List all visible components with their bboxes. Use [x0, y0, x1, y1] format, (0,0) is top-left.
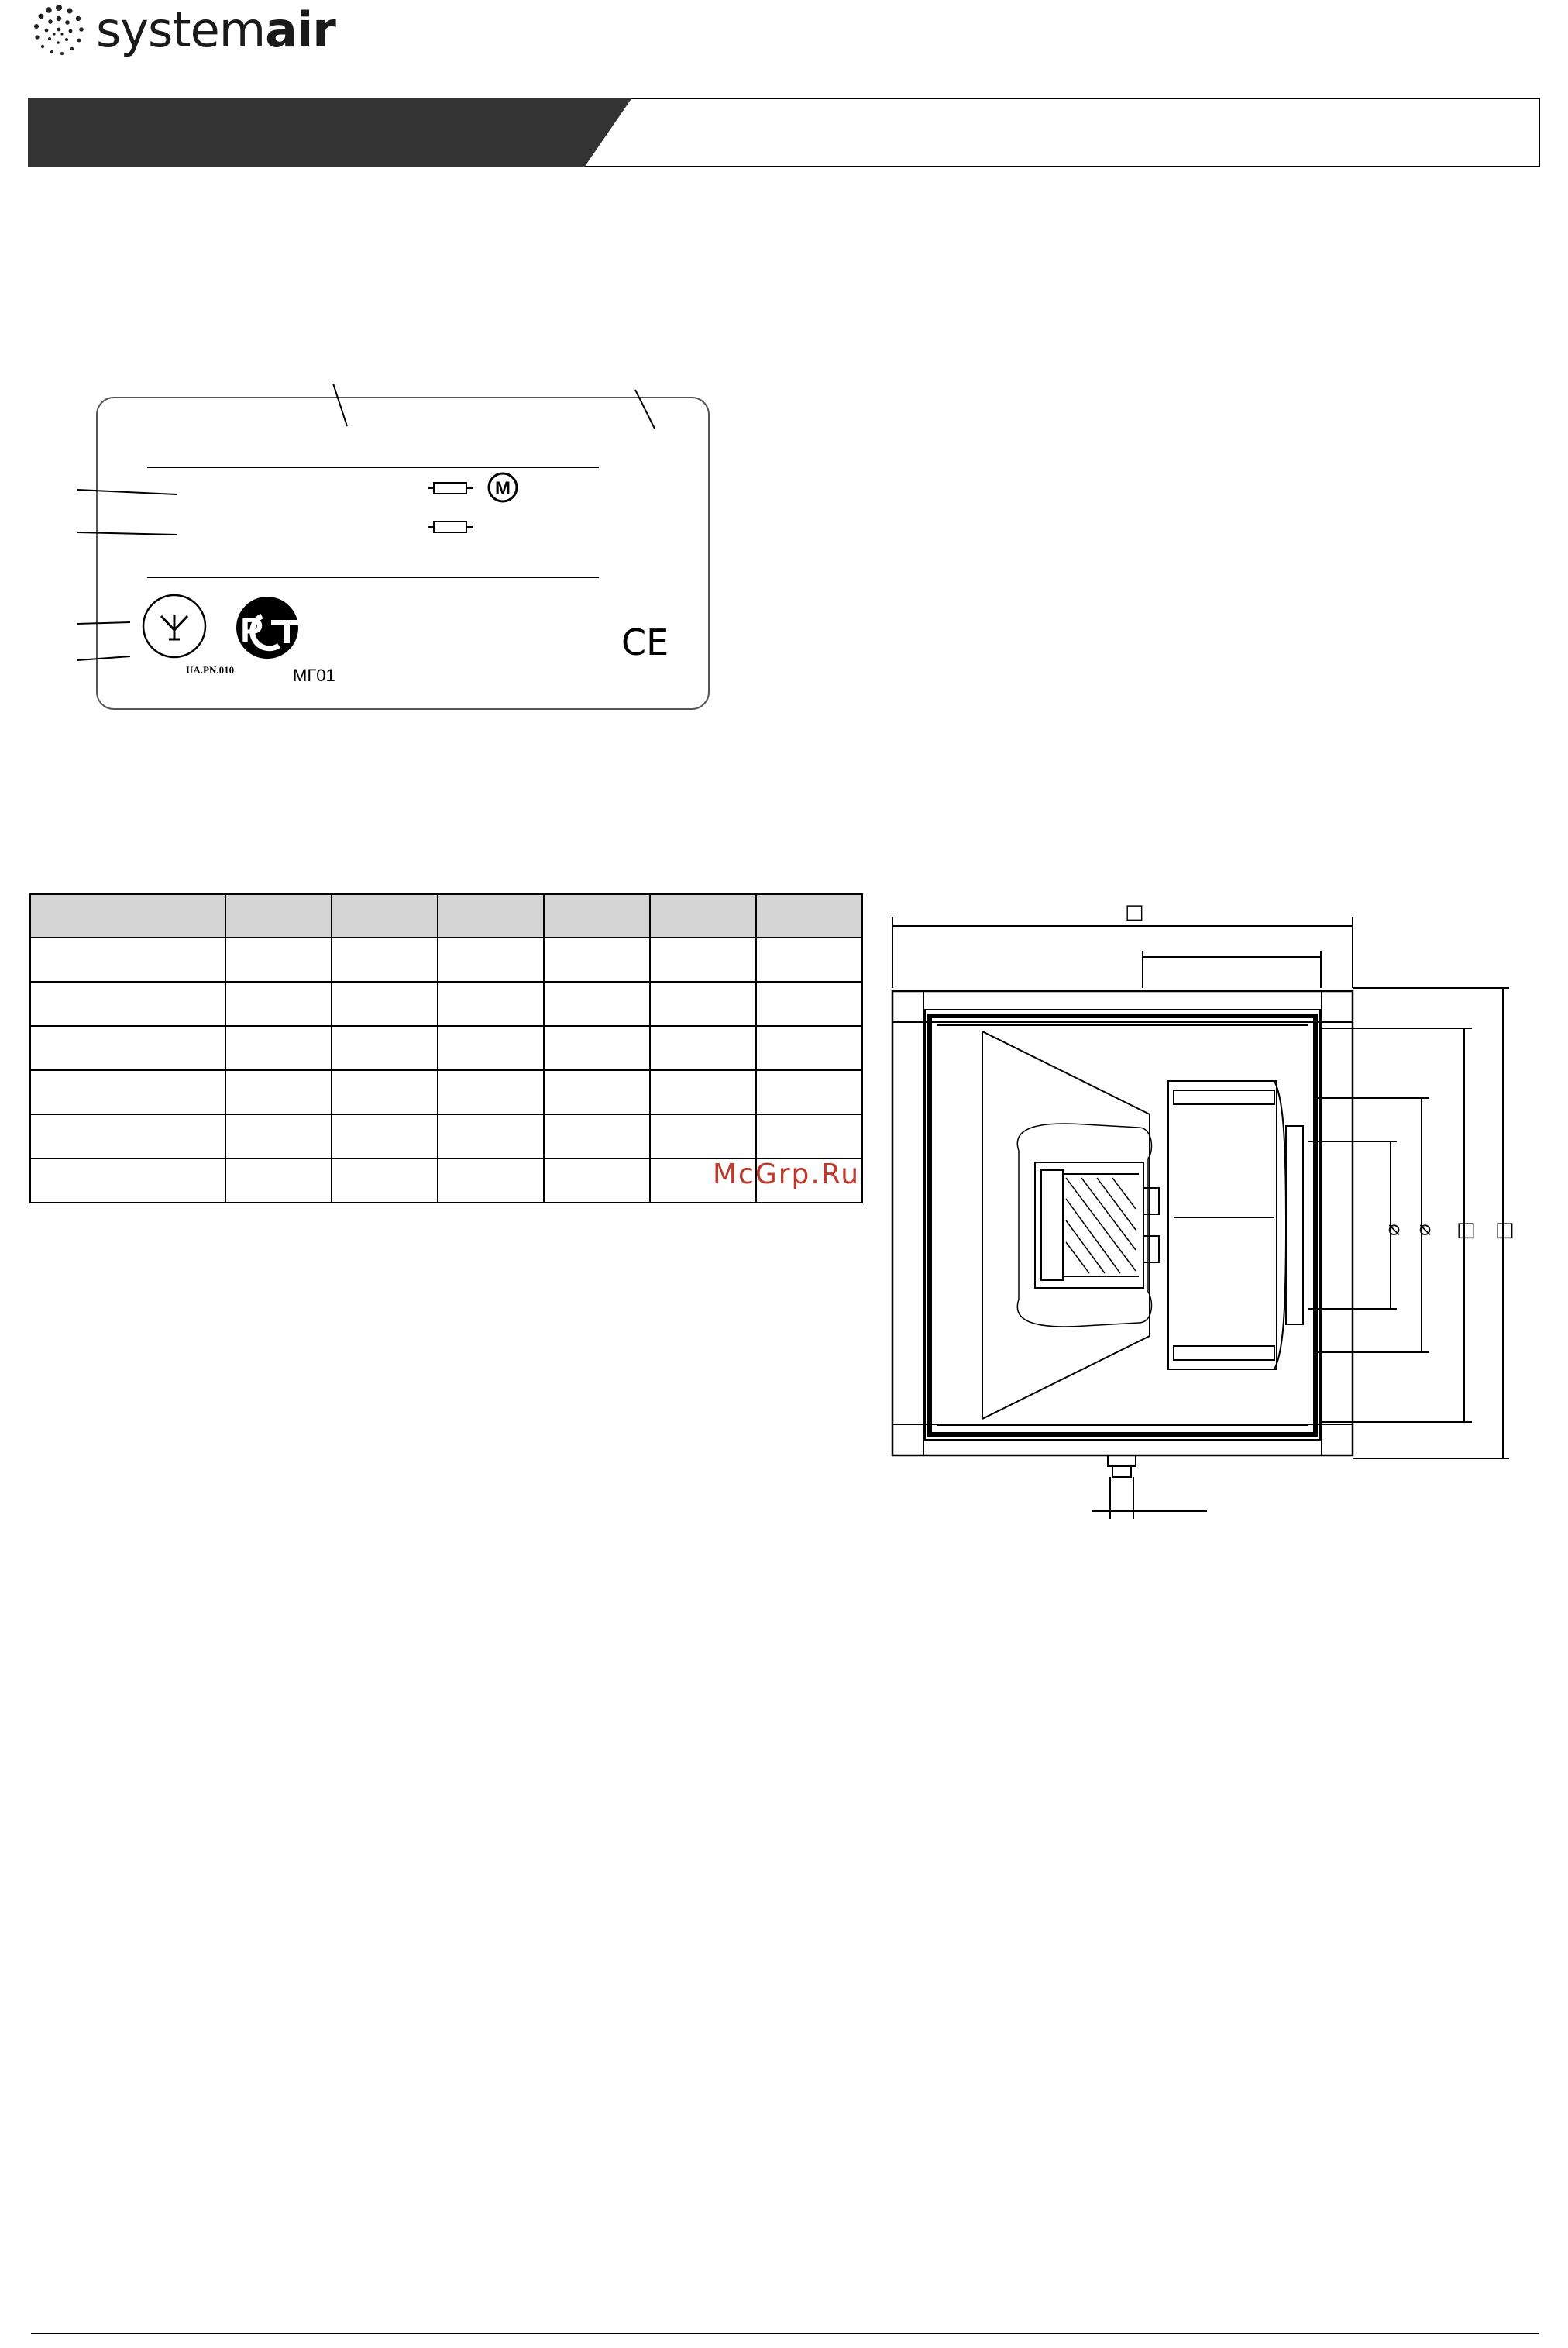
- table-cell: [756, 938, 862, 982]
- table-cell: [756, 982, 862, 1026]
- table-cell: [650, 982, 756, 1026]
- table-cell: [225, 938, 332, 982]
- rating-label-drawing: [46, 384, 720, 721]
- table-cell: [332, 1026, 438, 1070]
- section-header-bar: [28, 98, 1540, 167]
- table-header-cell: [650, 894, 756, 938]
- table-cell: [544, 1070, 650, 1114]
- table-cell: [544, 1114, 650, 1159]
- table-cell: [332, 938, 438, 982]
- table-cell: [225, 1114, 332, 1159]
- table-cell: [438, 938, 544, 982]
- table-header-cell: [225, 894, 332, 938]
- table-cell: [650, 1026, 756, 1070]
- table-row: [30, 982, 862, 1026]
- table-cell: [30, 1070, 225, 1114]
- rating-label-plate: [46, 384, 720, 721]
- table-cell: [225, 1159, 332, 1203]
- dim-square-outer: □: [1495, 1218, 1515, 1241]
- header-dark-block: [28, 98, 632, 167]
- ce-mark-icon: CE: [621, 621, 669, 663]
- table-header-cell: [756, 894, 862, 938]
- table-cell: [225, 1026, 332, 1070]
- footer-divider: [31, 2333, 1539, 2334]
- table-header-cell: [30, 894, 225, 938]
- logo-text-bold: air: [265, 2, 335, 58]
- table-cell: [756, 1070, 862, 1114]
- table-cell: [544, 1159, 650, 1203]
- table-cell: [650, 1070, 756, 1114]
- dim-square-inner: □: [1456, 1218, 1476, 1241]
- table-cell: [30, 938, 225, 982]
- ukraine-cert-icon: [143, 595, 205, 657]
- table-cell: [332, 1114, 438, 1159]
- table-cell: [650, 938, 756, 982]
- table-cell: [332, 982, 438, 1026]
- table-cell: [438, 1070, 544, 1114]
- table-cell: [225, 982, 332, 1026]
- logo-dots-icon: [31, 3, 87, 59]
- table-cell: [438, 1114, 544, 1159]
- cert-code-label: UA.PN.010: [186, 664, 235, 676]
- dim-diameter-inner: ⌀: [1381, 1224, 1405, 1236]
- table-row: [30, 1026, 862, 1070]
- table-cell: [438, 982, 544, 1026]
- table-header-row: [30, 894, 862, 938]
- table-row: [30, 938, 862, 982]
- specification-table: [29, 893, 863, 1203]
- table-cell: [438, 1026, 544, 1070]
- table-cell: [756, 1026, 862, 1070]
- table-cell: [756, 1114, 862, 1159]
- dim-diameter-outer: ⌀: [1412, 1224, 1436, 1236]
- table-header-cell: [438, 894, 544, 938]
- table-cell: [544, 938, 650, 982]
- systemair-logo: [31, 0, 356, 62]
- table-row: [30, 1070, 862, 1114]
- table-cell: [30, 982, 225, 1026]
- table-cell: [650, 1114, 756, 1159]
- table-cell: [30, 1026, 225, 1070]
- table-row: [30, 1114, 862, 1159]
- table-cell: [544, 1026, 650, 1070]
- table-header-cell: [332, 894, 438, 938]
- logo-text: [96, 3, 335, 57]
- table-cell: [544, 982, 650, 1026]
- table-cell: [30, 1114, 225, 1159]
- gost-code-label: МГ01: [293, 666, 335, 685]
- table-cell: [332, 1159, 438, 1203]
- table-cell: [332, 1070, 438, 1114]
- svg-text:M: M: [495, 478, 511, 499]
- table-cell: [30, 1159, 225, 1203]
- table-header-cell: [544, 894, 650, 938]
- watermark-text: McGrp.Ru: [713, 1159, 861, 1190]
- dim-square-top: □: [1125, 900, 1144, 924]
- table-cell: [225, 1070, 332, 1114]
- fan-cross-section-drawing: [883, 895, 1549, 1527]
- svg-text:Р: Р: [240, 611, 263, 649]
- logo-text-light: system: [96, 2, 266, 58]
- table-cell: [438, 1159, 544, 1203]
